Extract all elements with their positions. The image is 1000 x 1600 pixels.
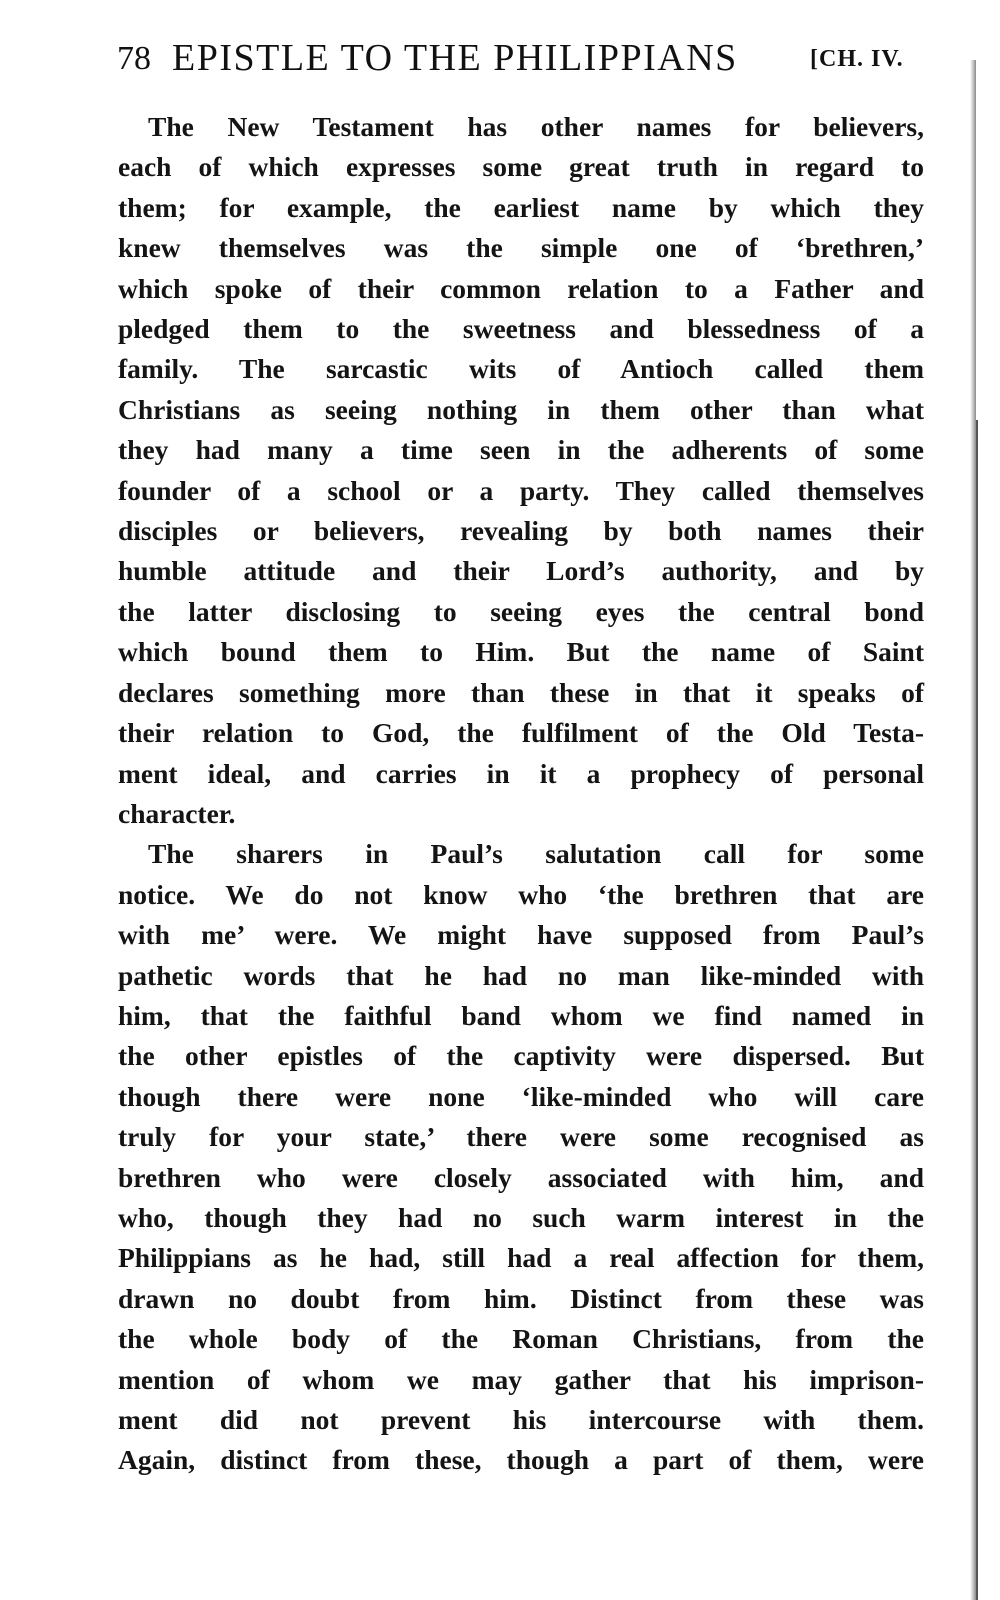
text-line: mention of whom we may gather that his imprison- [118,1363,924,1395]
text-line: they had many a time seen in the adherents of some [118,434,924,466]
paragraph-2 [118,834,924,1481]
text-line: The New Testament has other names for believers, [148,111,924,142]
text-line: the whole body of the Roman Christians, from the [118,1323,924,1355]
text-line: Philippians as he had, still had a real affection for them, [118,1242,924,1274]
paragraph-1 [118,107,924,834]
text-line: though there were none ‘like-minded who will care [118,1080,924,1112]
text-line: declares something more than these in that it speaks of [118,676,924,708]
text-line: the latter disclosing to seeing eyes the central bond [118,595,924,627]
text-line: each of which expresses some great truth in regard to [118,151,924,183]
text-line: which bound them to Him. But the name of Saint [118,636,924,668]
text-line: which spoke of their common relation to a Father and [118,272,924,304]
text-line: their relation to God, the fulfilment of the Old Testa- [118,717,924,749]
text-line: Christians as seeing nothing in them other than what [118,393,924,425]
page-number: 78 [117,40,151,77]
running-head [117,36,947,86]
text-line: brethren who were closely associated with him, and [118,1161,924,1193]
chapter-reference: [CH. IV. [810,46,904,72]
text-line: with me’ were. We might have supposed from Paul’s [118,919,924,951]
text-line: notice. We do not know who ‘the brethren that are [118,878,924,910]
text-line: pathetic words that he had no man like-minded with [118,959,924,991]
text-line: The sharers in Paul’s salutation call for some [148,838,924,870]
text-line: Again, distinct from these, though a part of them, were [118,1444,924,1476]
text-line: ment did not prevent his intercourse with them. [118,1404,924,1435]
text-line: pledged them to the sweetness and blessedness of a [118,313,924,345]
text-line: who, though they had no such warm interest in the [118,1201,924,1233]
page-edge-line [976,420,978,1600]
text-line: founder of a school or a party. They called themselves [118,474,924,506]
text-line: drawn no doubt from him. Distinct from these was [118,1282,924,1314]
text-line: knew themselves was the simple one of ‘brethren,’ [118,232,924,264]
text-line: disciples or believers, revealing by both names their [118,515,924,547]
running-title: EPISTLE TO THE PHILIPPIANS [172,37,738,79]
text-line: ment ideal, and carries in it a prophecy of personal [118,757,924,789]
text-line: humble attitude and their Lord’s authority, and by [118,555,924,587]
text-line: the other epistles of the captivity were dispersed. But [118,1040,924,1072]
text-line: him, that the faithful band whom we find named in [118,999,924,1031]
body-text [118,107,924,1481]
text-line: them; for example, the earliest name by which they [118,191,924,223]
text-line: family. The sarcastic wits of Antioch called them [118,353,924,385]
text-line: character. [118,797,236,829]
text-line: truly for your state,’ there were some recognised as [118,1121,924,1153]
